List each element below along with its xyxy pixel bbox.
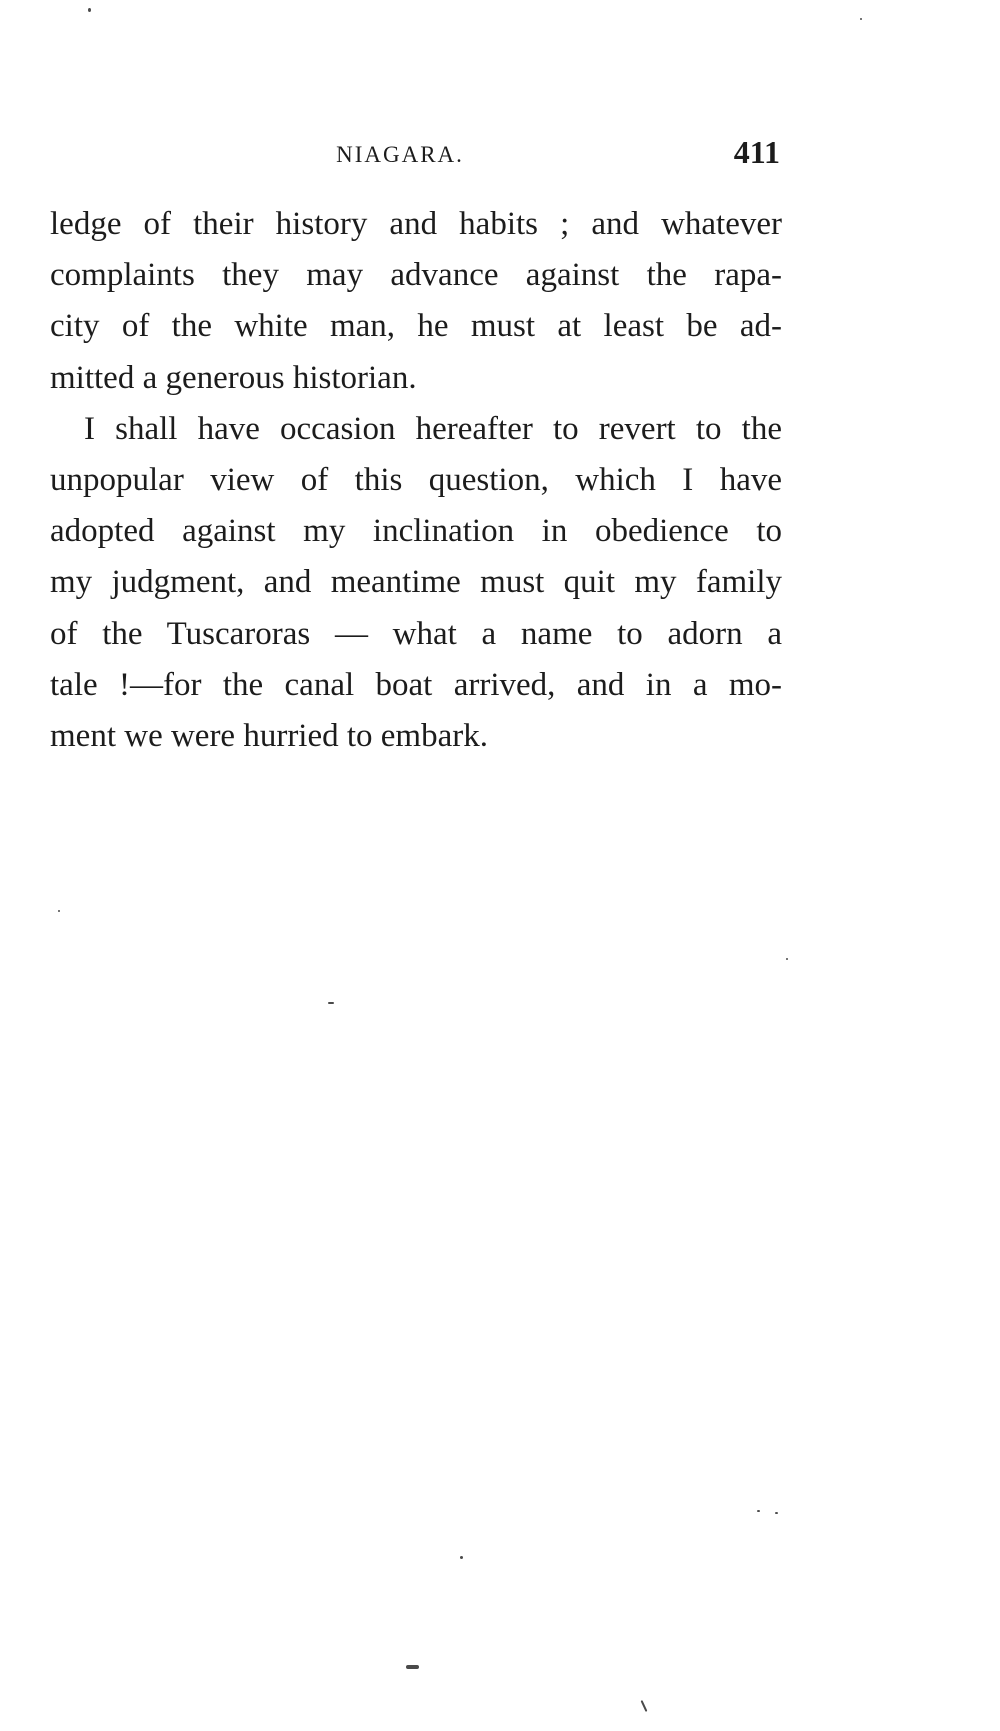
- paper-speck: [775, 1512, 778, 1514]
- paragraph: [50, 199, 782, 404]
- text-line: tale !—for the canal boat arrived, and in a mo-: [50, 666, 782, 703]
- paper-speck: [757, 1510, 760, 1512]
- text-line: of the Tuscaroras — what a name to adorn a: [50, 615, 782, 652]
- running-head: [0, 134, 1000, 178]
- text-line: I shall have occasion hereafter to revert to the: [84, 410, 782, 447]
- text-line: unpopular view of this question, which I have: [50, 461, 782, 498]
- body-text: [50, 199, 782, 762]
- running-title: NIAGARA.: [336, 142, 464, 167]
- paper-speck: [58, 910, 60, 912]
- text-line: city of the white man, he must at least be ad-: [50, 308, 782, 345]
- text-line: adopted against my inclination in obedience to: [50, 513, 782, 550]
- paper-speck: [786, 958, 788, 960]
- paper-speck: [641, 1700, 648, 1712]
- paper-speck: [860, 18, 862, 20]
- paragraph: [50, 404, 782, 762]
- text-line: complaints they may advance against the rapa-: [50, 257, 782, 294]
- text-line: ment we were hurried to embark.: [50, 717, 488, 754]
- paper-speck: [406, 1665, 419, 1669]
- paper-speck: [88, 8, 91, 12]
- paper-speck: [328, 1002, 334, 1004]
- paper-speck: [460, 1556, 463, 1559]
- text-line: ledge of their history and habits ; and whatever: [50, 206, 782, 242]
- page-number: 411: [733, 134, 780, 170]
- text-line: my judgment, and meantime must quit my family: [50, 564, 782, 601]
- text-line: mitted a generous historian.: [50, 359, 417, 396]
